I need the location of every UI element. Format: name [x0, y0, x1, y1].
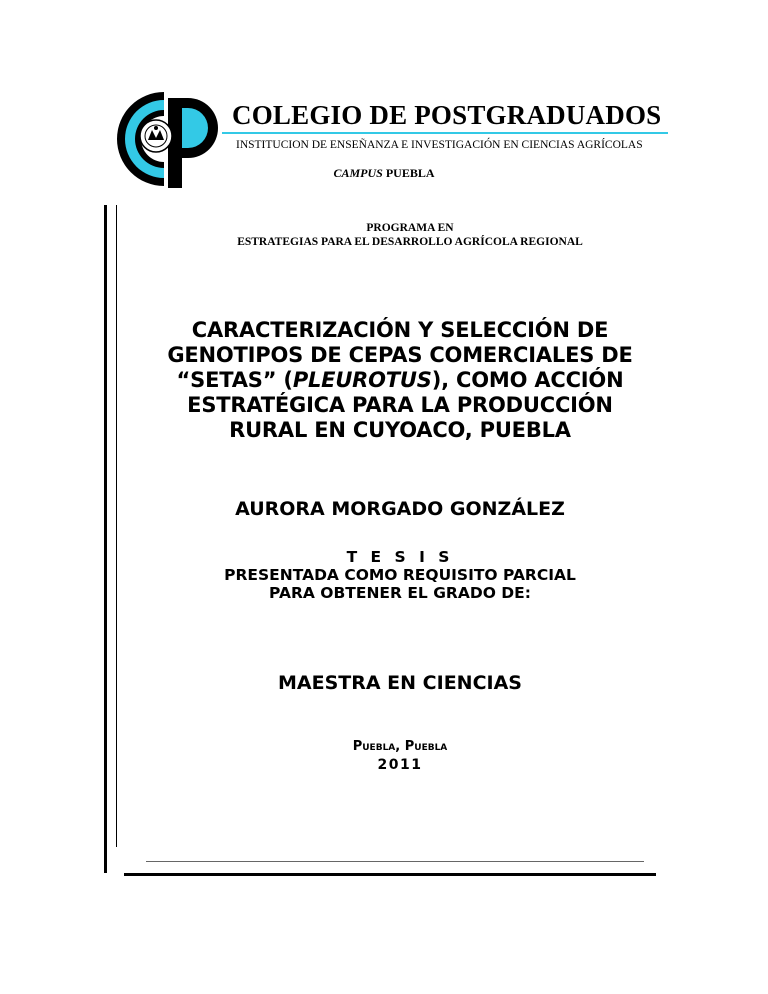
title-line-3 — [132, 368, 668, 393]
campus-line — [234, 166, 534, 181]
thesis-title — [132, 318, 668, 443]
left-border-thick — [104, 205, 107, 873]
title-line-1: CARACTERIZACIÓN Y SELECCIÓN DE — [191, 318, 609, 342]
thesis-label: T E S I S — [346, 548, 454, 566]
program-block — [180, 221, 640, 249]
place-year-block — [132, 738, 668, 774]
title-line-5: RURAL EN CUYOACO, PUEBLA — [229, 418, 571, 442]
year: 2011 — [377, 757, 423, 773]
college-logo — [108, 88, 220, 190]
degree-title: MAESTRA EN CIENCIAS — [278, 672, 522, 694]
college-name: COLEGIO DE POSTGRADUADOS — [232, 100, 662, 130]
thesis-block — [132, 548, 668, 602]
title-line-4: ESTRATÉGICA PARA LA PRODUCCIÓN — [187, 393, 613, 417]
title-line-3-suffix: ), COMO ACCIÓN — [431, 368, 624, 392]
thesis-line-2: PARA OBTENER EL GRADO DE: — [269, 584, 531, 602]
institution-subtitle: INSTITUCION DE ENSEÑANZA E INVESTIGACIÓN EN CIENCIAS AGRÍCOLAS — [236, 139, 643, 151]
thesis-line-1: PRESENTADA COMO REQUISITO PARCIAL — [224, 566, 576, 584]
bottom-rule-thick — [124, 873, 656, 876]
place: Puebla, Puebla — [352, 739, 448, 754]
campus-label: CAMPUS — [333, 166, 383, 180]
bottom-rule-thin — [146, 861, 644, 862]
left-border-thin — [116, 205, 117, 847]
header-rule — [222, 132, 668, 134]
title-line-3-prefix: “SETAS” ( — [176, 368, 293, 392]
campus-name: PUEBLA — [385, 166, 435, 180]
program-line-1: PROGRAMA EN — [366, 222, 454, 234]
title-line-3-italic: PLEUROTUS — [292, 368, 432, 392]
title-line-2: GENOTIPOS DE CEPAS COMERCIALES DE — [167, 343, 633, 367]
program-line-2: ESTRATEGIAS PARA EL DESARROLLO AGRÍCOLA REGIONAL — [237, 236, 583, 248]
author-name: AURORA MORGADO GONZÁLEZ — [235, 498, 565, 520]
